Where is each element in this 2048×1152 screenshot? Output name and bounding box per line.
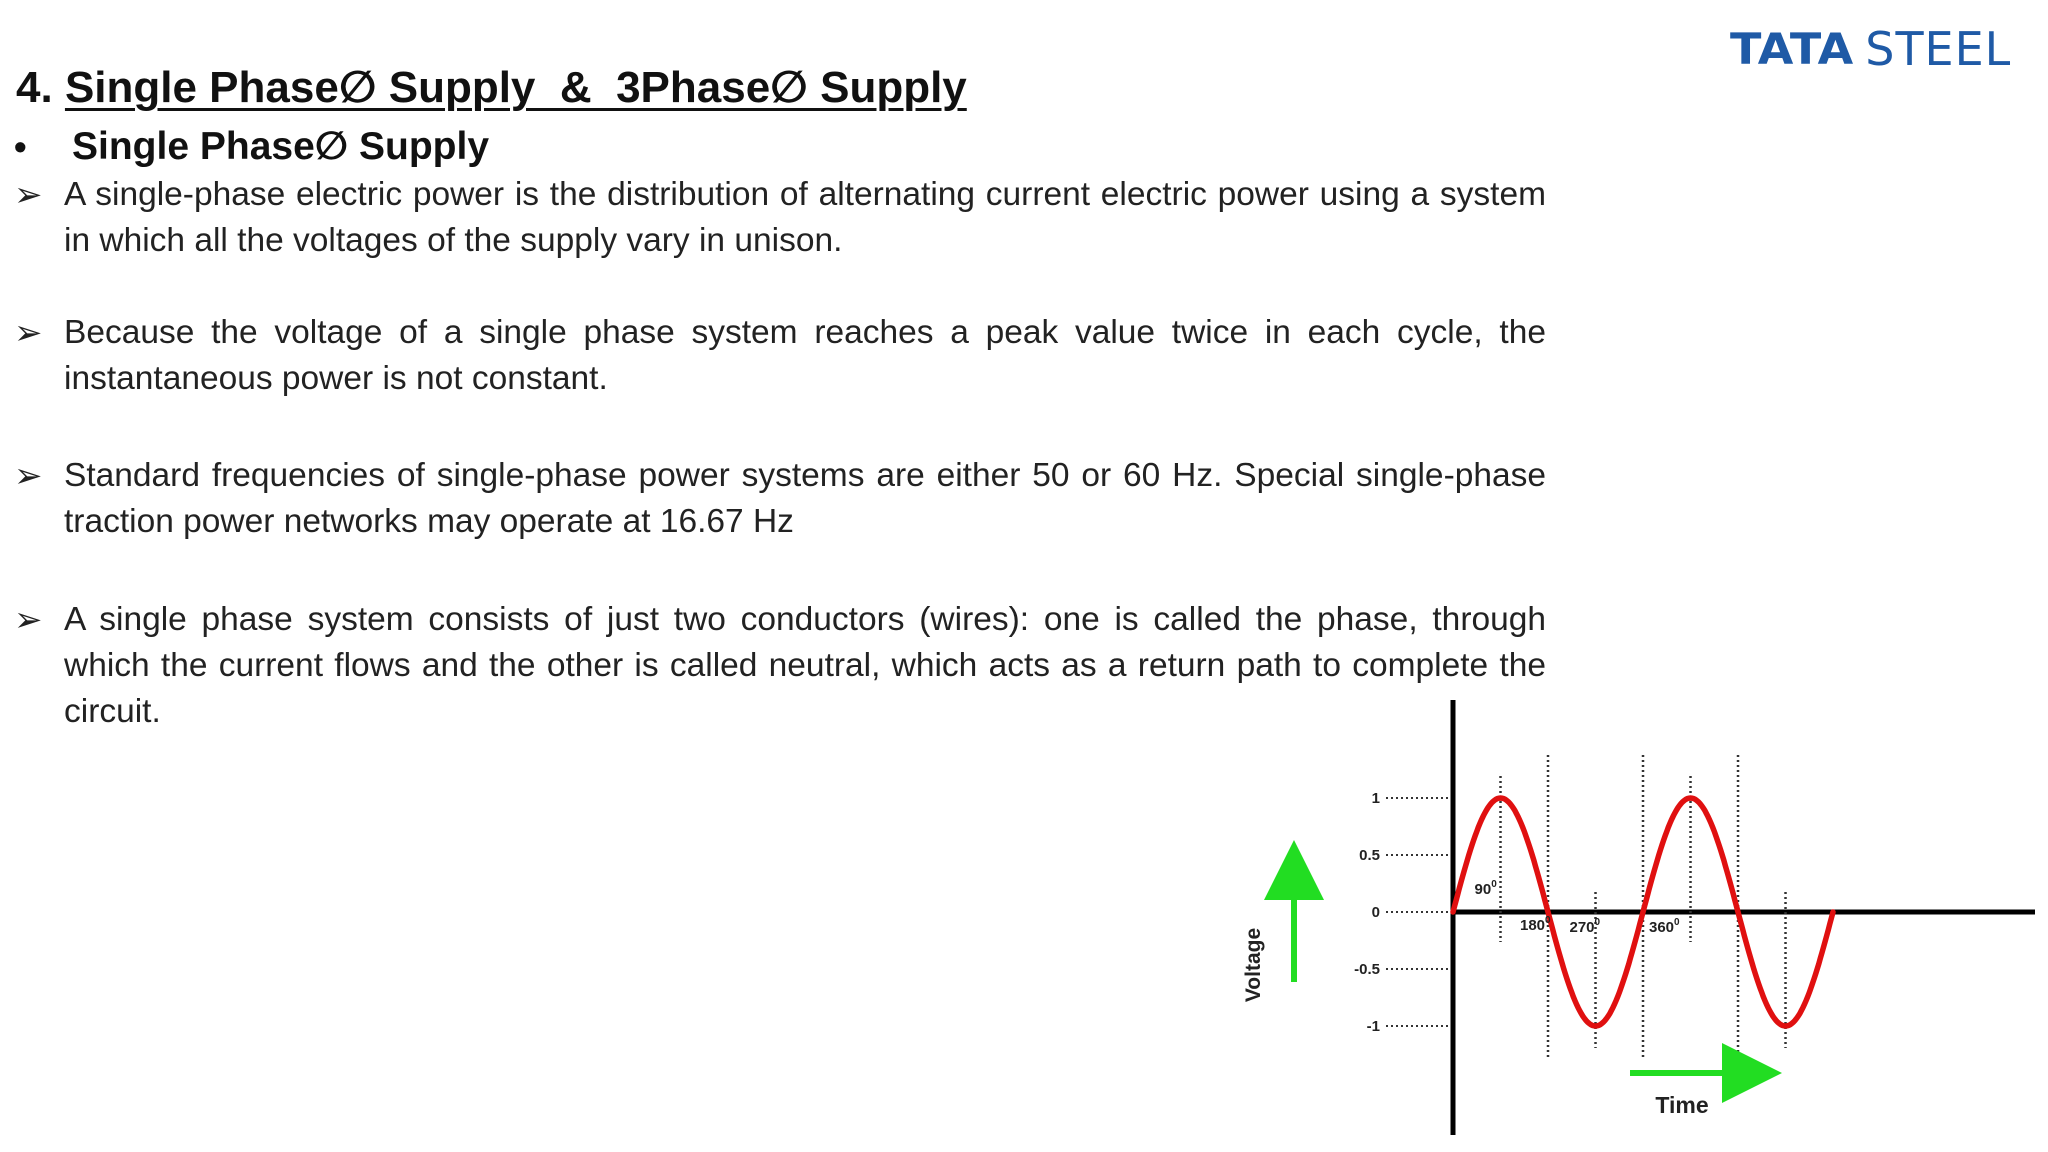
- subheading-bullet: •: [14, 126, 27, 167]
- bullet-item-2: [14, 310, 1546, 402]
- x-axis-title: Time: [1655, 1092, 1709, 1118]
- angle-unit-superscript: 0: [1545, 915, 1551, 926]
- logo-steel: STEEL: [1865, 22, 2012, 76]
- bullet-item-3: [14, 453, 1546, 545]
- subheading: [14, 124, 489, 169]
- subheading-text: Single Phase∅ Supply: [72, 125, 490, 168]
- title-text: Single Phase∅ Supply & 3Phase∅ Supply: [64, 63, 967, 112]
- angle-unit-superscript: 0: [1491, 879, 1497, 890]
- arrow-bullet-icon: ➢: [14, 457, 43, 495]
- y-tick-label: 0: [1371, 904, 1380, 921]
- angle-label: $360^0$: [1649, 917, 1680, 936]
- bullet-text: Standard frequencies of single-phase power systems are either 50 or 60 Hz. Special single-phase traction power networks may operate at 16.67 Hz: [64, 457, 1546, 540]
- y-tick-label: 0.5: [1359, 847, 1380, 864]
- bullet-text: A single phase system consists of just two conductors (wires): one is called the phase, through which the current flows and the other is called neutral, which acts as a return path to complete the circuit.: [64, 601, 1546, 730]
- tata-steel-logo: [1730, 22, 2011, 76]
- angle-unit-superscript: 0: [1674, 917, 1680, 928]
- logo-tata: TATA: [1730, 24, 1854, 74]
- y-tick-label: -1: [1366, 1018, 1380, 1035]
- sine-wave-chart: [1220, 695, 2048, 1145]
- y-tick-label: 1: [1371, 790, 1380, 807]
- angle-label: $270^0$: [1569, 917, 1601, 936]
- y-tick-label: -0.5: [1354, 961, 1380, 978]
- title-number: 4.: [16, 63, 53, 112]
- bullet-item-1: [14, 172, 1546, 264]
- chart-plot-area: [1242, 700, 2035, 1135]
- angle-label: $180^0$: [1520, 915, 1551, 934]
- angle-label: $90^0$: [1474, 879, 1497, 898]
- y-axis-title: Voltage: [1242, 927, 1265, 1003]
- arrow-bullet-icon: ➢: [14, 176, 43, 214]
- arrow-bullet-icon: ➢: [14, 601, 43, 639]
- bullet-text: A single-phase electric power is the distribution of alternating current electric power using a system in which all the voltages of the supply vary in unison.: [64, 176, 1546, 259]
- arrow-bullet-icon: ➢: [14, 314, 43, 352]
- slide-title: [16, 62, 967, 113]
- angle-unit-superscript: 0: [1594, 917, 1601, 928]
- bullet-text: Because the voltage of a single phase system reaches a peak value twice in each cycle, the instantaneous power is not constant.: [64, 314, 1546, 397]
